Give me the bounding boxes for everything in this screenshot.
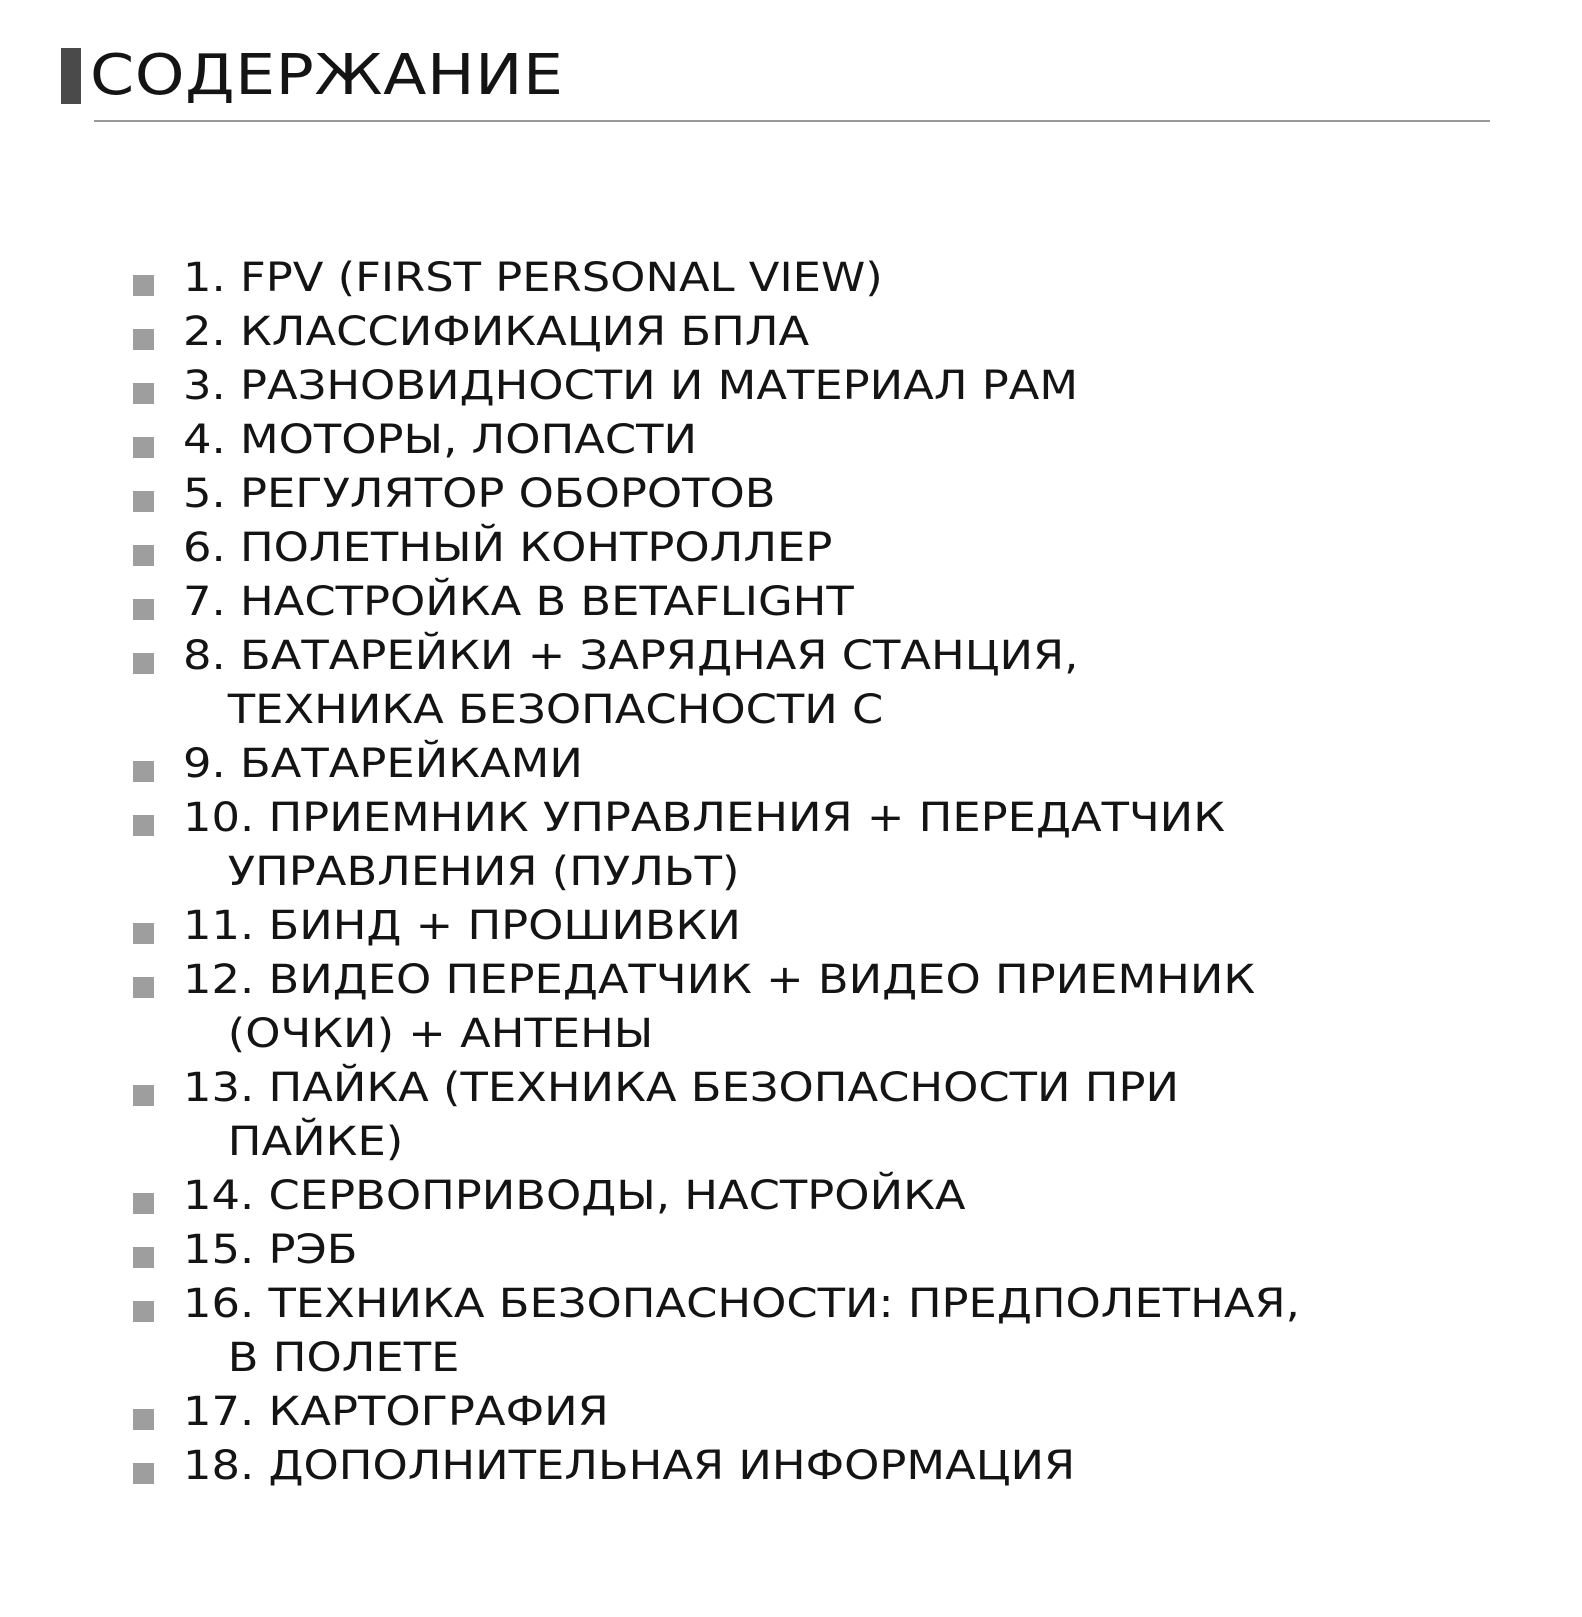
table-of-contents <box>133 255 1300 1500</box>
square-bullet-icon <box>133 1193 154 1214</box>
title-accent-bar <box>61 48 81 104</box>
square-bullet-icon <box>133 761 154 782</box>
square-bullet-icon <box>133 923 154 944</box>
square-bullet-icon <box>133 1463 154 1484</box>
square-bullet-icon <box>133 275 154 296</box>
toc-item <box>133 579 1180 625</box>
toc-item-label: 11. БИНД + ПРОШИВКИ <box>183 903 741 949</box>
page-title: СОДЕРЖАНИЕ <box>90 43 564 108</box>
square-bullet-icon <box>133 437 154 458</box>
toc-item-label: 18. ДОПОЛНИТЕЛЬНАЯ ИНФОРМАЦИЯ <box>183 1443 1076 1489</box>
square-bullet-icon <box>133 545 154 566</box>
toc-item-label: 10. ПРИЕМНИК УПРАВЛЕНИЯ + ПЕРЕДАТЧИК <box>183 795 1226 841</box>
toc-item <box>133 633 1180 733</box>
toc-item-label: 17. КАРТОГРАФИЯ <box>183 1389 609 1435</box>
square-bullet-icon <box>133 491 154 512</box>
toc-item <box>133 741 1180 787</box>
toc-item-label: 14. СЕРВОПРИВОДЫ, НАСТРОЙКА <box>183 1173 966 1219</box>
toc-item-label: 12. ВИДЕО ПЕРЕДАТЧИК + ВИДЕО ПРИЕМНИК <box>183 957 1256 1003</box>
square-bullet-icon <box>133 383 154 404</box>
square-bullet-icon <box>133 977 154 998</box>
toc-item <box>133 417 1180 463</box>
square-bullet-icon <box>133 815 154 836</box>
toc-item <box>133 1065 1180 1165</box>
toc-item <box>133 1173 1180 1219</box>
toc-item-label: 3. РАЗНОВИДНОСТИ И МАТЕРИАЛ РАМ <box>183 363 1079 409</box>
toc-item-label: 2. КЛАССИФИКАЦИЯ БПЛА <box>183 309 810 355</box>
toc-item-label-continued: ПАЙКЕ) <box>227 1119 404 1165</box>
toc-item <box>133 255 1180 301</box>
square-bullet-icon <box>133 1301 154 1322</box>
toc-item <box>133 957 1256 1057</box>
square-bullet-icon <box>133 1247 154 1268</box>
toc-item <box>133 363 1180 409</box>
toc-item-label: 9. БАТАРЕЙКАМИ <box>183 741 583 787</box>
toc-item-label: 15. РЭБ <box>183 1227 358 1273</box>
square-bullet-icon <box>133 329 154 350</box>
toc-item <box>133 795 1226 895</box>
toc-item <box>133 1389 1180 1435</box>
toc-item-label: 1. FPV (FIRST PERSONAL VIEW) <box>183 255 883 301</box>
page-header <box>61 43 564 108</box>
toc-item-label: 6. ПОЛЕТНЫЙ КОНТРОЛЛЕР <box>183 525 833 571</box>
square-bullet-icon <box>133 653 154 674</box>
toc-item <box>133 1227 1180 1273</box>
toc-item-label: 8. БАТАРЕЙКИ + ЗАРЯДНАЯ СТАНЦИЯ, <box>183 633 1079 679</box>
toc-item-label: 16. ТЕХНИКА БЕЗОПАСНОСТИ: ПРЕДПОЛЕТНАЯ, <box>183 1281 1300 1327</box>
toc-item-label-continued: ТЕХНИКА БЕЗОПАСНОСТИ С <box>227 687 884 733</box>
square-bullet-icon <box>133 1409 154 1430</box>
square-bullet-icon <box>133 1085 154 1106</box>
toc-item-label: 5. РЕГУЛЯТОР ОБОРОТОВ <box>183 471 776 517</box>
toc-item-label: 7. НАСТРОЙКА В BETAFLIGHT <box>183 579 854 625</box>
toc-item-label: 13. ПАЙКА (ТЕХНИКА БЕЗОПАСНОСТИ ПРИ <box>183 1065 1179 1111</box>
toc-item <box>133 309 1180 355</box>
square-bullet-icon <box>133 599 154 620</box>
toc-item <box>133 471 1180 517</box>
title-divider <box>94 120 1490 122</box>
toc-item-label-continued: В ПОЛЕТЕ <box>227 1335 460 1381</box>
toc-item <box>133 1443 1180 1489</box>
toc-item-label-continued: УПРАВЛЕНИЯ (ПУЛЬТ) <box>227 849 740 895</box>
toc-item <box>133 525 1180 571</box>
toc-item-label: 4. МОТОРЫ, ЛОПАСТИ <box>183 417 698 463</box>
toc-item-label-continued: (ОЧКИ) + АНТЕНЫ <box>227 1011 654 1057</box>
toc-item <box>133 903 1180 949</box>
toc-item <box>133 1281 1300 1381</box>
